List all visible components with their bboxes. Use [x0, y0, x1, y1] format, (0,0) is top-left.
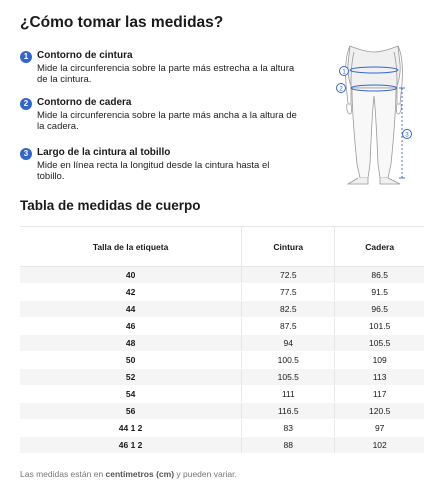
cell-cadera: 86.5 — [335, 267, 424, 284]
cell-cadera: 105.5 — [335, 335, 424, 352]
table-row — [20, 386, 424, 403]
cell-cadera: 120.5 — [335, 403, 424, 420]
cell-cintura: 83 — [242, 420, 335, 437]
table-title: Tabla de medidas de cuerpo — [20, 198, 201, 213]
cell-cintura: 94 — [242, 335, 335, 352]
header-talla: Talla de la etiqueta — [20, 227, 242, 267]
cell-talla: 50 — [20, 352, 242, 369]
cell-cintura: 111 — [242, 386, 335, 403]
step-title: Contorno de cintura — [37, 50, 133, 61]
cell-cadera: 91.5 — [335, 284, 424, 301]
table-row — [20, 352, 424, 369]
table-row — [20, 437, 424, 454]
cell-talla: 52 — [20, 369, 242, 386]
cell-cadera: 113 — [335, 369, 424, 386]
note-prefix: Las medidas están en — [20, 469, 106, 479]
step-number-badge: 1 — [20, 51, 32, 63]
body-measurement-figure-icon — [330, 44, 430, 192]
figure-marker-waist: 1 — [342, 69, 346, 76]
cell-cadera: 96.5 — [335, 301, 424, 318]
cell-talla: 40 — [20, 267, 242, 284]
table-row — [20, 284, 424, 301]
cell-cintura: 77.5 — [242, 284, 335, 301]
cell-cintura: 105.5 — [242, 369, 335, 386]
cell-talla: 56 — [20, 403, 242, 420]
header-cadera: Cadera — [335, 227, 424, 267]
table-row — [20, 267, 424, 284]
cell-cintura: 82.5 — [242, 301, 335, 318]
cell-cintura: 72.5 — [242, 267, 335, 284]
step-number-badge: 2 — [20, 98, 32, 110]
cell-cadera: 97 — [335, 420, 424, 437]
size-table — [20, 226, 424, 454]
cell-cintura: 88 — [242, 437, 335, 454]
cell-cadera: 109 — [335, 352, 424, 369]
step-title: Largo de la cintura al tobillo — [37, 147, 171, 158]
cell-cadera: 102 — [335, 437, 424, 454]
table-row — [20, 301, 424, 318]
step-title: Contorno de cadera — [37, 97, 132, 108]
cell-cintura: 87.5 — [242, 318, 335, 335]
cell-talla: 48 — [20, 335, 242, 352]
figure-marker-length: 3 — [405, 132, 409, 139]
note-suffix: y pueden variar. — [174, 469, 237, 479]
note-units: centímetros (cm) — [105, 469, 175, 479]
cell-cadera: 117 — [335, 386, 424, 403]
cell-talla: 46 — [20, 318, 242, 335]
step-number-badge: 3 — [20, 148, 32, 160]
table-row — [20, 369, 424, 386]
figure-marker-hip: 2 — [339, 86, 343, 93]
units-note — [20, 469, 237, 479]
table-row — [20, 403, 424, 420]
table-row — [20, 335, 424, 352]
table-row — [20, 420, 424, 437]
table-row — [20, 318, 424, 335]
step-description: Mide la circunferencia sobre la parte más estrecha a la altura de la cintura. — [37, 63, 295, 85]
cell-talla: 44 — [20, 301, 242, 318]
page-title: ¿Cómo tomar las medidas? — [20, 14, 224, 31]
cell-talla: 46 1 2 — [20, 437, 242, 454]
cell-cintura: 100.5 — [242, 352, 335, 369]
cell-cadera: 101.5 — [335, 318, 424, 335]
cell-talla: 54 — [20, 386, 242, 403]
cell-talla: 42 — [20, 284, 242, 301]
step-description: Mide en línea recta la longitud desde la cintura hasta el tobillo. — [37, 160, 270, 182]
header-cintura: Cintura — [242, 227, 335, 267]
cell-cintura: 116.5 — [242, 403, 335, 420]
table-header-row — [20, 227, 424, 267]
cell-talla: 44 1 2 — [20, 420, 242, 437]
step-description: Mide la circunferencia sobre la parte más ancha a la altura de la cadera. — [37, 110, 297, 132]
